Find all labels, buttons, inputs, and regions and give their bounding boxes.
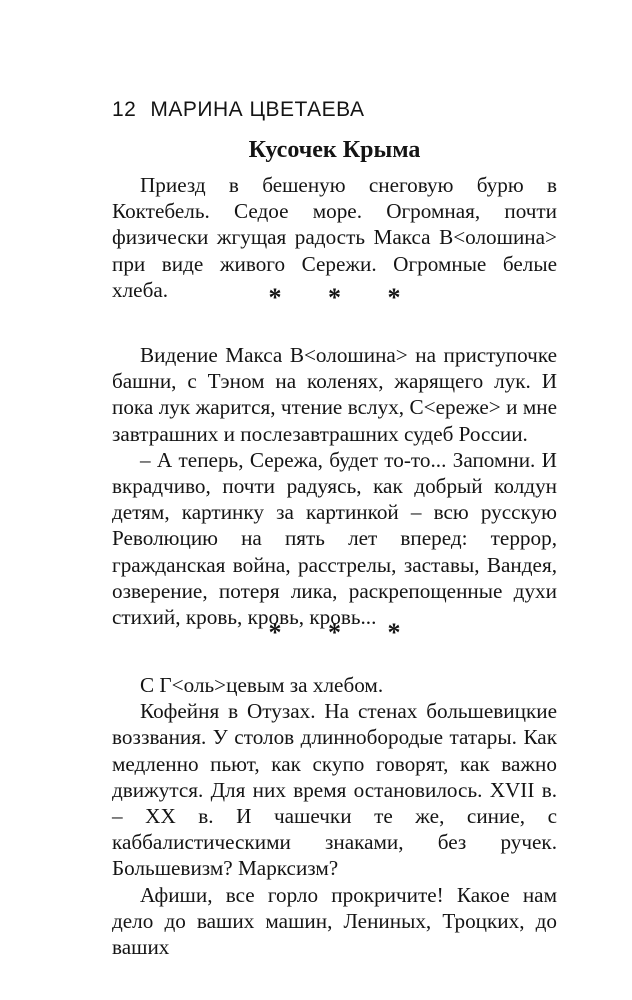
paragraph: Афиши, все горло прокричите! Какое нам дело до ваших машин, Лениных, Троцких, до ваших	[112, 882, 557, 960]
text-block-3	[112, 672, 557, 960]
page-number: 12	[112, 98, 137, 121]
paragraph: Приезд в бешеную снеговую бурю в Коктебель. Седое море. Огромная, почти физически жгущая радость Макса В<олошина> при виде живого Сережи. Огромные белые хлеба.	[112, 173, 557, 302]
paragraph: С Г<оль>цевым за хлебом.	[140, 673, 384, 697]
running-head	[112, 96, 364, 124]
paragraph: Кофейня в Отузах. На стенах большевицкие воззвания. У столов длиннобородые татары. Как медленно пьют, как скупо говорят, как важно движутся. Для них время остановилось. XVII в. – XX в. И чашечки те же, синие, с каббалистическими знаками, без ручек. Большевизм? Марксизм?	[112, 699, 557, 881]
paragraph: Видение Макса В<олошина> на приступочке башни, с Тэном на коленях, жарящего лук. И пока лук жарится, чтение вслух, С<ереже> и мне завтрашних и послезавтрашних судеб России.	[112, 343, 557, 446]
author-name: МАРИНА ЦВЕТАЕВА	[150, 98, 365, 121]
paragraph: – А теперь, Сережа, будет то-то... Запомни. И вкрадчиво, почти радуясь, как добрый колдун детям, картинку за картинкой – всю русскую Революцию на пять лет вперед: террор, гражданская война, расстрелы, заставы, Вандея, озверение, потеря лика, раскрепощенные духи стихий, кровь, кровь, кровь...	[112, 447, 557, 630]
section-separator: * * *	[268, 618, 421, 647]
section-separator: * * *	[268, 283, 421, 312]
chapter-title: Кусочек Крыма	[248, 137, 421, 163]
text-block-2	[112, 342, 557, 630]
